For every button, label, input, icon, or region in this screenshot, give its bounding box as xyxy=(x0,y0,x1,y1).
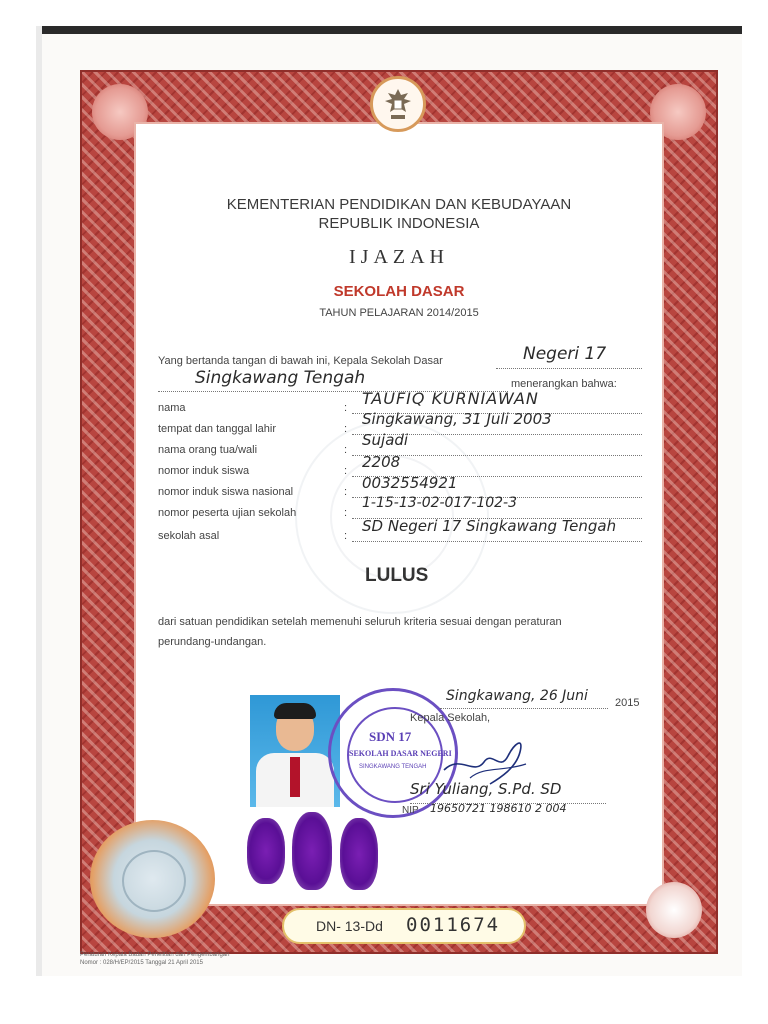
academic-year: TAHUN PELAJARAN 2014/2015 xyxy=(319,307,479,319)
fingerprint-1 xyxy=(247,818,285,884)
corner-ornament-br xyxy=(646,882,702,938)
field-label: nomor peserta ujian sekolah xyxy=(158,507,297,519)
ministry-name: KEMENTERIAN PENDIDIKAN DAN KEBUDAYAAN xyxy=(226,196,572,213)
student-name: TAUFIQ KURNIAWAN xyxy=(362,389,539,408)
security-hologram-icon xyxy=(90,820,215,938)
footnote-line-1: Peraturan Kepala Badan Penelitian dan Pengembangan xyxy=(80,952,230,958)
field-colon: : xyxy=(344,486,348,498)
statement-line-2: perundang-undangan. xyxy=(158,636,267,648)
scan-top-edge xyxy=(36,26,742,34)
student-number: 2208 xyxy=(362,453,401,471)
declares-text: menerangkan bahwa: xyxy=(511,378,617,390)
fingerprint-2 xyxy=(292,812,332,890)
country-name: REPUBLIK INDONESIA xyxy=(318,215,480,232)
principal-nip: 19650721 198610 2 004 xyxy=(430,802,567,815)
garuda-emblem-icon xyxy=(370,76,426,132)
field-label: tempat dan tanggal lahir xyxy=(158,423,277,435)
field-label: sekolah asal xyxy=(158,530,220,542)
school-stamp xyxy=(328,688,458,818)
field-colon: : xyxy=(344,444,348,456)
serial-number: 0011674 xyxy=(406,914,501,936)
photo-hair xyxy=(274,703,316,719)
footnote-line-2: Nomor : 028/H/EP/2015 Tanggal 21 April 2015 xyxy=(80,960,203,966)
stamp-line-1: SDN 17 xyxy=(369,729,412,744)
field-label: nama xyxy=(158,402,186,414)
fingerprint-3 xyxy=(340,818,378,890)
serial-number-box xyxy=(282,908,526,944)
serial-prefix: DN- 13-Dd xyxy=(316,918,383,934)
field-colon: : xyxy=(344,465,348,477)
field-colon: : xyxy=(344,507,348,519)
field-colon: : xyxy=(344,423,348,435)
exam-participant-number: 1-15-13-02-017-102-3 xyxy=(362,495,518,511)
principal-name: Sri Yuliang, S.Pd. SD xyxy=(410,780,562,798)
place-date-line xyxy=(440,708,608,709)
principal-title: Kepala Sekolah, xyxy=(410,712,491,724)
nip-label: NIP xyxy=(402,805,419,816)
student-photo xyxy=(250,695,340,807)
school-level: SEKOLAH DASAR xyxy=(333,283,465,300)
field-colon: : xyxy=(344,402,348,414)
sign-year: 2015 xyxy=(615,697,640,709)
photo-tie xyxy=(290,757,300,797)
statement-line-1: dari satuan pendidikan setelah memenuhi seluruh kriteria sesuai dengan peraturan xyxy=(158,616,562,628)
national-student-number: 0032554921 xyxy=(362,474,458,492)
birth-place-date: Singkawang, 31 Juli 2003 xyxy=(362,410,552,428)
signature-scribble-icon xyxy=(440,726,530,788)
school-location: Singkawang Tengah xyxy=(195,368,366,388)
stamp-line-2: SEKOLAH DASAR NEGERI xyxy=(349,749,452,758)
field-line xyxy=(352,541,642,542)
field-label: nama orang tua/wali xyxy=(158,444,258,456)
intro-text: Yang bertanda tangan di bawah ini, Kepala Sekolah Dasar xyxy=(158,355,443,367)
school-name: Negeri 17 xyxy=(523,344,607,364)
school-name-line xyxy=(496,368,642,369)
field-label: nomor induk siswa nasional xyxy=(158,486,294,498)
sign-place-date: Singkawang, 26 Juni xyxy=(446,688,588,704)
stamp-line-3: SINGKAWANG TENGAH xyxy=(359,764,427,770)
result-status: LULUS xyxy=(365,565,429,586)
parent-name: Sujadi xyxy=(362,431,409,449)
document-title: IJAZAH xyxy=(349,246,449,268)
origin-school: SD Negeri 17 Singkawang Tengah xyxy=(362,517,617,535)
field-label: nomor induk siswa xyxy=(158,465,250,477)
field-colon: : xyxy=(344,530,348,542)
hologram-ring xyxy=(122,850,186,912)
